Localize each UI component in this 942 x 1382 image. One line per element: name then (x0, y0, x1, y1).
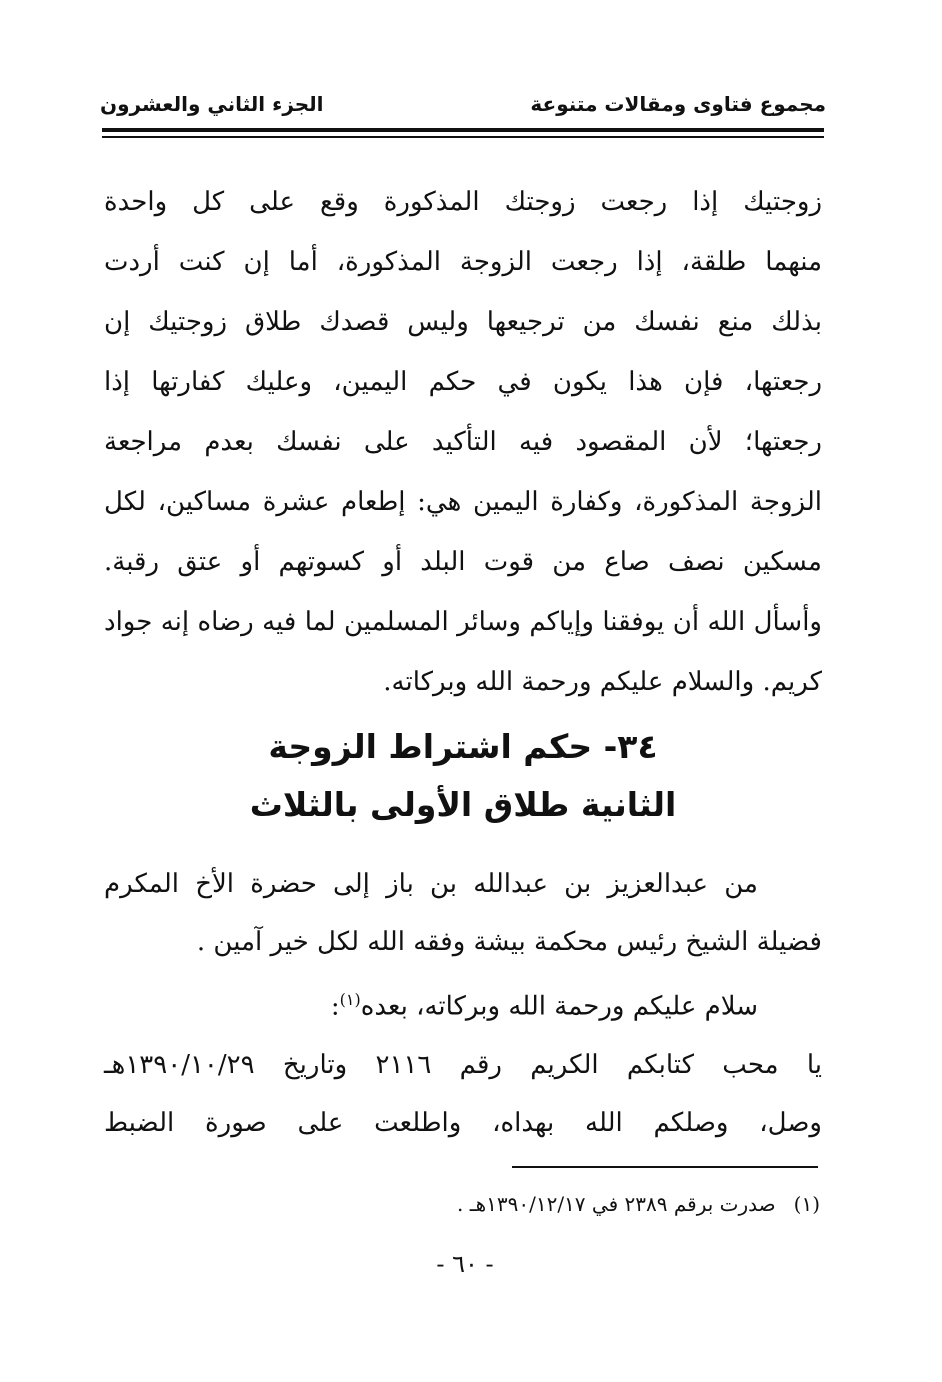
footnote-ref-marker: (١) (339, 990, 361, 1009)
book-title: مجموع فتاوى ومقالات متنوعة (530, 92, 826, 116)
footnote-separator (512, 1166, 818, 1168)
letter-line: من عبدالعزيز بن عبدالله بن باز إلى حضرة الأخ المكرم (104, 869, 758, 899)
letter-line: يا محب كتابكم الكريم رقم ٢١١٦ وتاريخ ١٣٩٠/١٠/٢٩هـ (104, 1049, 822, 1080)
letter-greeting-colon: : (330, 991, 340, 1022)
section-title (104, 718, 822, 834)
body-line: الزوجة المذكورة، وكفارة اليمين هي: إطعام عشرة مساكين، لكل (104, 487, 822, 517)
page-number: - ٦٠ - (436, 1250, 494, 1278)
header-rule-thick (102, 128, 824, 132)
body-line: رجعتها؛ لأن المقصود فيه التأكيد على نفسك بعدم مراجعة (104, 427, 822, 457)
section-title-line2: الثانية طلاق الأولى بالثلاث (249, 785, 677, 824)
letter-greeting (104, 971, 822, 1036)
footnote (300, 1186, 820, 1222)
body-line: مسكين نصف صاع من قوت البلد أو كسوتهم أو عتق رقبة. (104, 547, 822, 577)
footnote-number: (١) (793, 1192, 820, 1216)
body-paragraph (104, 172, 822, 712)
body-line: كريم. والسلام عليكم ورحمة الله وبركاته. (383, 667, 822, 697)
header-rule-thin (102, 136, 824, 138)
body-line: زوجتيك إذا رجعت زوجتك المذكورة وقع على كل واحدة (104, 187, 822, 217)
letter-line: فضيلة الشيخ رئيس محكمة بيشة وفقه الله لكل خير آمين . (196, 927, 822, 957)
letter-line: وصل، وصلكم الله بهداه، واطلعت على صورة الضبط (104, 1107, 822, 1138)
footnote-text: صدرت برقم ٢٣٨٩ في ١٣٩٠/١٢/١٧هـ . (457, 1192, 776, 1216)
section-title-line1: ٣٤- حكم اشتراط الزوجة (268, 727, 658, 766)
volume-label: الجزء الثاني والعشرون (100, 92, 324, 116)
running-header (100, 88, 826, 120)
letter-body (104, 855, 822, 1152)
body-line: بذلك منع نفسك من ترجيعها وليس قصدك طلاق زوجتيك إن (104, 307, 822, 337)
body-line: منهما طلقة، إذا رجعت الزوجة المذكورة، أما إن كنت أردت (104, 247, 822, 277)
letter-greeting-text: سلام عليكم ورحمة الله وبركاته، بعده (360, 991, 758, 1022)
body-line: وأسأل الله أن يوفقنا وإياكم وسائر المسلمين لما فيه رضاه إنه جواد (104, 607, 822, 637)
body-line: رجعتها، فإن هذا يكون في حكم اليمين، وعليك كفارتها إذا (104, 367, 822, 397)
